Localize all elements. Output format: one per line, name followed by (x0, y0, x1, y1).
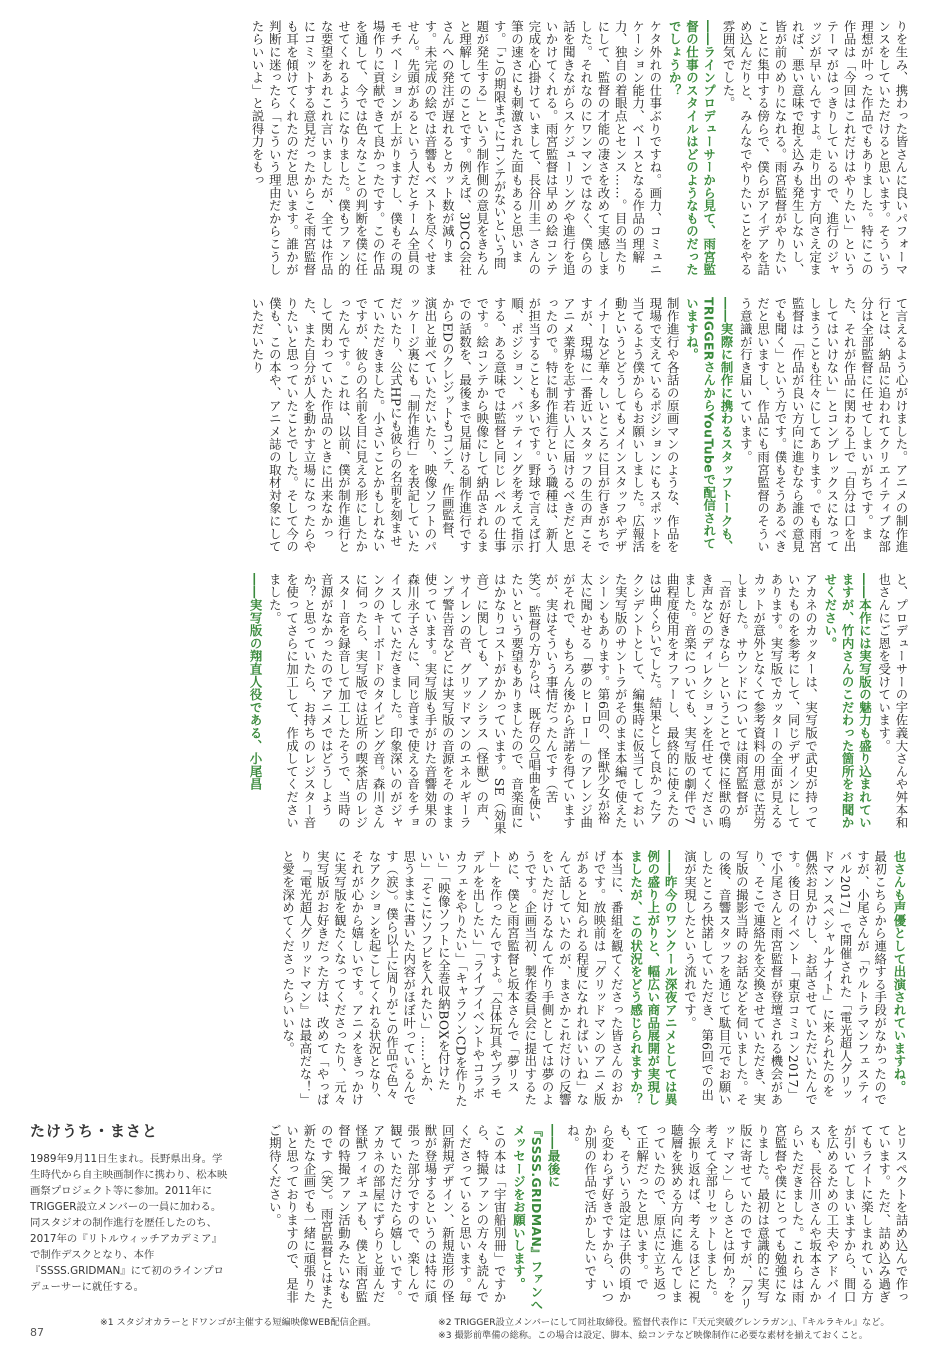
paragraph: この本は「宇宙船別冊」ですから、特撮ファンの方々も読んでくださっていると思います。毎回新規デザイン、新規造形の怪獣が登場するというのは特に頑張った部分ですので、楽しんで観ていただけたら嬉しいです。アカネの部屋にずらりと並んだ怪獣フィギュアも、僕と雨宮監督の特撮ファン活動みたいなものです（笑）。雨宮監督とはまた新たな企画でも一緒に頑張りたいと思っておりますので、是非ご期待ください。 (267, 1124, 508, 1310)
text-tier-1 (30, 20, 910, 282)
paragraph: 本当に、番組を観てくださった皆さんのおかげです。放映前は「グリッドマンのアニメ版があると知られる程度になれればいいね」なんて話していたのが、まさかこれだけの反響をいただけるなんて作り手側としては夢のようです。企画当初、製作委員会に提出するために、僕と雨宮監督と坂本さんで「夢リスト」を作ったんですよ。「合体玩具やプラモデルを出したい」「ライブイベントやコラボカフェをやりたい」「キャラソンCDを作りたい」「映像ソフトに全巻収納BOXを付けたい」「そこにソフビを入れたい」……とか、思うままに書いた内容がほぼ叶っているんです（涙）。僕ら以上に周りがこの作品で色々なアクションを起こしてくれる状況となり、それが心から嬉しいです。アニメをきっかけに実写版を観たくなってくださったり、元々実写版がお好きだった方は、改めて「やっぱり『電光超人グリッドマン』は最高だな！」と愛を深めてくださったらいいな。 (280, 850, 625, 1108)
interview-question: ――昨今のワンクール深夜アニメとしては異例の盛り上がりと、幅広い商品展開が実現しましたが、この状況をどう感じられますか？ (628, 850, 679, 1106)
text-tier-4 (30, 850, 910, 1110)
paragraph: と、プロデューサーの宇佐義大さんや舛本和也さんにご恩を受けています。 (876, 573, 909, 829)
interview-question: ――実写版の翔直人役である、小尾昌 (248, 573, 264, 791)
interview-question: 也さんも声優として出演されていますね。 (892, 850, 907, 1094)
paragraph: 最初こちらから連絡する手段がなかったのですが、小尾さんが「ウルトラマンフェスティバル2017」で開催された「電光超人グリッドマン スペシャルナイト」に来られたのを偶然お見かけし、お話させていただいたんです。後日のイベント「東京コミコン2017」で小尾さんと雨宮監督が登壇される機会があり、そこで連絡先を交換させていただき、実写版の撮影当時のお話などを伺いました。その後、音響スタッフを通じて駄目元でお願いしたところ快諾していただき、第6回での出演が実現したという流れです。 (682, 850, 888, 1106)
paragraph: ケタ外れの仕事ぶりですね。画力、コミュニケーション能力、ベースとなる作品の理解力、独自の着眼点とセンス……。目の当たりにして、監督の才能の凄さを改めて実感しました。それなのにワンマンではなく、僕らの話を聞きながらスケジューリングや進行を追いかけてくれる。雨宮監督は早めの絵コンテ完成を心掛けていまして、長谷川圭一さんの筆の速さにも刺激された面もあると思います。「この期限までにコンテがないという問題が発生する」という制作側の意見をきちんと理解してのことです。例えば、3DCG会社さんへの発注が遅れるとカット数が減ります。未完成の絵では音響もベストを尽くせません。先頭があるという人だとチーム全員のモチベーションが上がりますし、僕もその現場作りに貢献できて良かったです。この作品を通して、今では色々なことの判断を僕に任せてくれるようになりました。僕もファン的な要望をあれこれ言いましたが、全ては作品にコミットする意見だったからこそ雨宮監督も耳を傾けてくれたのだと思います。誰かが判断に迷ったら「こういう理由だからこうしたらいいよ」と説得力をもっ (250, 20, 663, 277)
footnote-3: ※3 撮影前準備の総称。この場合は設定、脚本、絵コンテなど映像制作に必要な素材を揃えておくこと。 (438, 1330, 868, 1341)
footnotes (100, 1312, 930, 1344)
paragraph: とリスペクトを詰め込んで作っています。ただ、詰め込み過ぎてもライトに楽しまれている方が引いてしまいますから、間口を広めるための工夫やアドバイスも、長谷川さんや坂本さんからいただきました。これらは雨宮監督や僕にとっても勉強になりました。最初は意識的に実写版に寄せていたのですが、「グリッドマン」らしさとは何か？を考えて全部リセットしました。今振り返れば、考えるほどに視聴層を狭める方向に進んでしまっていたので、原点に立ち返って正解だったと思います。でも、そういう設定は子供の頃から変わらず好きですから、いつか別の作品で活かしたいですね。 (565, 1124, 909, 1310)
profile-box (30, 1120, 230, 1320)
text-tier-3 (30, 573, 910, 835)
footnote-1: ※1 スタジオカラーとドワンゴが主催する短編映像WEB配信企画。 (100, 1317, 377, 1328)
text-tier-2 (30, 297, 910, 559)
profile-bio: 1989年9月11日生まれ。長野県出身。学生時代から自主映画制作に携わり、松本映画祭プロジェクト等に参加。2011年にTRIGGER設立メンバーの一員に加わる。同スタジオの制作進行を歴任したのち、2017年の『リトルウィッチアカデミア』で制作デスクとなり、本作『SSSS.GRIDMAN』にて初のラインプロデューサーに就任する。 (30, 1153, 228, 1293)
paragraph: 制作進行や各話の原画マンのような、作品を現場で支えているポジションにもスポットを当てるよう僕からもお願いしました。広報活動というとどうしてもメインスタッフやデザイナーなど華々しいところに目が行きがちですが、現場に一番近いスタッフの生の声こそアニメ業界を志す若い人に届けるべきだと思ったので。特に制作進行という職種は、新人が担当することも多いです。野球で言えば打順、ポジション、バッティングを考えて指示する、ある意味では監督と同じレベルの仕事です。絵コンテから映像にして納品されるまでの話数を、最後まで見届ける制作進行ですからEDのクレジットもコンテ、作画監督、演出と並べていただいたり、映像ソフトのパッケージ裏にも「制作進行」を表記していただいたり、公式HPにも彼らの名前を刻ませていただきました。小さいことかもしれないですが、彼らの名前を目に見える形にしたかったんです。これは、以前、僕が制作進行として関わっていた作品のときに出来なかった、また自分が人を動かす立場になったらやりたいと思っていたことでした。そして今の僕も、この本や、アニメ誌の取材対象にしていただいたり (250, 297, 681, 553)
paragraph: て言えるよう心がけました。アニメの制作進行とは、納品に追われてクリエイティブな部分は全部監督に任せてしまいがちです。また、それが作品に関わる上で「自分は口を出してはいけない」とコンプレックスになってしまうことも往々にしてあります。でも雨宮監督は「作品が良い方向に進むなら誰の意見でも聞く」という方です。僕もそうあるべきだと思いますし、作品にも雨宮監督のそういう意識が行き届いています。 (738, 297, 909, 553)
interview-question: ――ラインプロデューサーから見て、雨宮監督の仕事のスタイルはどのようなものだったでしょうか？ (667, 20, 717, 276)
interview-question: ――実際に制作に携わるスタッフトークも、TRIGGERさんからYouTubeで配信されていますね。 (684, 297, 735, 553)
interview-question: ――最後に『SSSS.GRIDMAN』ファンへメッセージをお願いします。 (511, 1124, 562, 1312)
footnote-2: ※2 TRIGGER設立メンバーにして同社取締役。監督代表作に『天元突破グレンラガン』、『キルラキル』など。 (438, 1317, 890, 1328)
interview-question: ――本作には実写版の魅力も盛り込まれていますが、竹内さんのこだわった箇所をお聞かせください。 (822, 573, 873, 829)
profile-name: たけうち・まさと (30, 1122, 159, 1140)
page-number: 87 (30, 1326, 44, 1339)
text-tier-5 (240, 1124, 910, 1314)
paragraph: アカネのカッターは、実写版で武史が持っていたものを参考にして、同じデザインにしてあります。実写版でカッターの全面が見えるカットが意外となくて参考資料の用意に苦労しました。サウンドについては雨宮監督が「音が好きなら」ということで僕に怪獣の鳴き声などのディレクションを任せてくださいました。音楽についても、実写版の劇伴で7曲程度使用をオファーし、最終的に使えたのは3曲くらいでした。結果として良かったアクシデントとして、編集時に仮当てしておいた実写版のサントラがそのまま本編で使えたシーンもあります。第6回の、怪獣少女が裕太に聞かせる「夢のヒーロー」のアレンジ曲がそれで、もちろん後から許諾を得ていますが、実はそういう事情だったんです（苦笑）。監督の方からは、既存の合唱曲を使いたいという要望もありましたので、音楽面にはかなりコストがかかっています。SE（効果音）に関しても、アノシラス（怪獣）の声、サイレンの音、グリッドマンのエネルギーランプ警告音などには実写版の音源をそのまま使っています。実写版も手がけた音響効果の森川永子さんに、同じ音まで使える音をチョイスしていただきました。印象深いのがジャンクのキーボードのタイピング音。森川さんに伺ったら、実写版では近所の喫茶店のレジスター音を録音して加工したそうで、当時の音源がなかったのでアニメではどうしようか？と思っていたら、お持ちのレジスター音を使ってさらに加工して、作成してくださいました。 (267, 573, 819, 835)
paragraph: りを生み、携わった皆さんに良いパフォーマンスをしていただけると思います。そういう理想が叶った作品でもありました。特にこの作品は「今回はこれだけはやりたい」というテーマがはっきりしているので、進行のジャッジが早いんですよ。走り出す方向さえ定まれば、悪い意味で抱え込みも発生しないし、皆が前のめりになれる。雨宮監督がやりたいことに集中する傍らで、僕らがアイデアを詰め込んだりと、みんなでやりたいことをやる雰囲気でした。 (721, 20, 909, 276)
